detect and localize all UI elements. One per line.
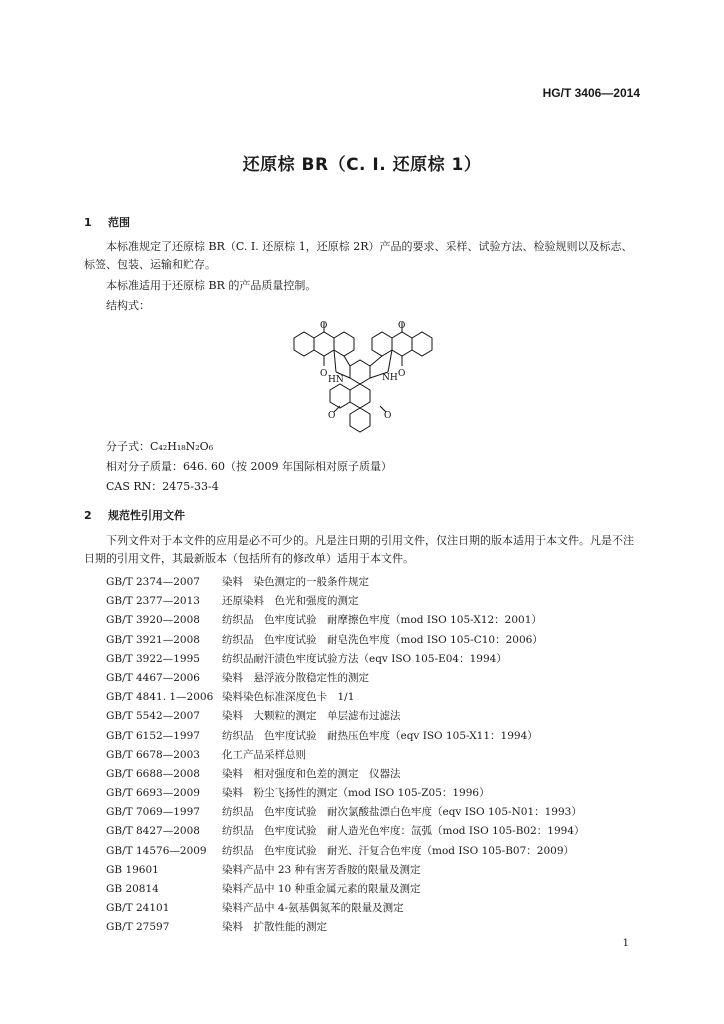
reference-title: 染料 相对强度和色差的测定 仪器法 [222,767,401,780]
reference-code: GB/T 6678—2003 [106,748,200,761]
reference-item [106,822,585,841]
molecular-formula [106,438,213,454]
formula-label: 分子式： [106,440,150,453]
reference-code: GB/T 3920—2008 [106,614,200,627]
reference-item [106,899,585,918]
reference-title: 染料产品中 23 种有害芳香胺的限量及测定 [222,863,421,876]
reference-title: 纺织品 色牢度试验 耐热压色牢度（eqv ISO 105-X11：1994） [222,729,538,742]
reference-code: GB/T 6688—2008 [106,767,200,780]
cas-number: CAS RN：2475-33-4 [106,480,219,493]
reference-code: GB 19601 [106,863,159,876]
reference-title: 还原染料 色光和强度的测定 [222,595,359,608]
reference-code: GB/T 7069—1997 [106,806,200,819]
reference-item [106,861,585,880]
reference-title: 纺织品 色牢度试验 耐皂洗色牢度（mod ISO 105-C10：2006） [222,633,543,646]
reference-code: GB/T 4841. 1—2006 [106,691,214,704]
page-title: 还原棕 BR（C. I. 还原棕 1） [242,155,482,175]
reference-title: 染料产品中 4-氨基偶氮苯的限量及测定 [222,902,404,915]
reference-title: 纺织品 色牢度试验 耐光、汗复合色牢度（mod ISO 105-B07：2009） [222,844,575,857]
reference-title: 染料 染色测定的一般条件规定 [222,576,369,588]
reference-code: GB/T 24101 [106,902,170,915]
reference-title: 纺织品 色牢度试验 耐摩擦色牢度（mod ISO 105-X12：2001） [222,614,542,627]
reference-code: GB/T 6152—1997 [106,729,200,742]
reference-item [106,746,585,765]
reference-code: GB/T 2377—2013 [106,595,200,608]
reference-title: 纺织品耐汗渍色牢度试验方法（eqv ISO 105-E04：1994） [222,652,507,665]
scope-applicability: 本标准适用于还原棕 BR 的产品质量控制。 [106,279,317,292]
reference-item [106,803,585,822]
reference-code: GB/T 6693—2009 [106,787,200,800]
reference-title: 染料 粉尘飞扬性的测定（mod ISO 105-Z05：1996） [222,787,490,800]
reference-code: GB/T 14576—2009 [106,844,207,857]
nh-group: NH [382,373,398,383]
oxygen-atom: O [320,369,328,379]
reference-title: 染料 悬浮液分散稳定性的测定 [222,671,369,684]
scope-paragraph: 本标准规定了还原棕 BR（C. I. 还原棕 1，还原棕 2R）产品的要求、采样、试验方法、检验规则以及标志、标签、包装、运输和贮存。 [84,240,633,271]
section-title: 规范性引用文件 [108,509,185,522]
reference-title: 染料 扩散性能的测定 [222,921,327,934]
reference-list [106,573,585,938]
oxygen-atom: O [398,321,406,331]
reference-item [106,842,585,861]
reference-item [106,765,585,784]
reference-title: 染料 大颗粒的测定 单层滤布过滤法 [222,710,401,723]
reference-item [106,573,585,592]
section-2-heading [84,507,185,523]
reference-item [106,592,585,611]
section-1-heading [84,214,130,230]
reference-title: 纺织品 色牢度试验 耐次氯酸盐漂白色牢度（eqv ISO 105-N01：1993） [222,806,582,819]
oxygen-atom: O [328,411,336,421]
structural-formula [278,318,448,436]
oxygen-atom: O [384,411,392,421]
reference-title: 染料产品中 10 种重金属元素的限量及测定 [222,883,421,895]
structure-label: 结构式： [106,299,150,312]
reference-title: 染料染色标准深度色卡 1/1 [222,691,355,704]
reference-code: GB/T 27597 [106,921,170,934]
reference-code: GB/T 4467—2006 [106,671,200,684]
reference-item [106,631,585,650]
reference-title: 化工产品采样总则 [222,748,306,761]
molecular-mass: 相对分子质量：646. 60（按 2009 年国际相对原子质量） [106,460,392,473]
section-title: 范围 [108,216,130,229]
formula-value: C₄₂H₁₈N₂O₆ [150,440,214,453]
reference-item [106,611,585,630]
reference-item [106,650,585,669]
reference-item [106,727,585,746]
reference-item [106,688,585,707]
page-number: 1 [622,938,629,949]
reference-item [106,784,585,803]
oxygen-atom: O [320,321,328,331]
reference-title: 纺织品 色牢度试验 耐人造光色牢度：氙弧（mod ISO 105-B02：1994） [222,825,585,838]
reference-item [106,707,585,726]
hn-group: HN [328,375,344,385]
reference-code: GB/T 8427—2008 [106,825,200,838]
reference-code: GB 20814 [106,883,159,895]
reference-code: GB/T 2374—2007 [106,576,200,588]
standard-number: HG/T 3406—2014 [542,86,640,100]
reference-code: GB/T 5542—2007 [106,710,200,723]
section-number: 2 [84,509,92,522]
reference-item [106,918,585,937]
reference-item [106,669,585,688]
section-number: 1 [84,216,92,229]
reference-code: GB/T 3922—1995 [106,652,200,665]
reference-item [106,880,585,899]
oxygen-atom: O [398,369,406,379]
reference-code: GB/T 3921—2008 [106,633,200,646]
references-intro: 下列文件对于本文件的应用是必不可少的。凡是注日期的引用文件，仅注日期的版本适用于本文件。凡是不注日期的引用文件，其最新版本（包括所有的修改单）适用于本文件。 [84,534,634,565]
